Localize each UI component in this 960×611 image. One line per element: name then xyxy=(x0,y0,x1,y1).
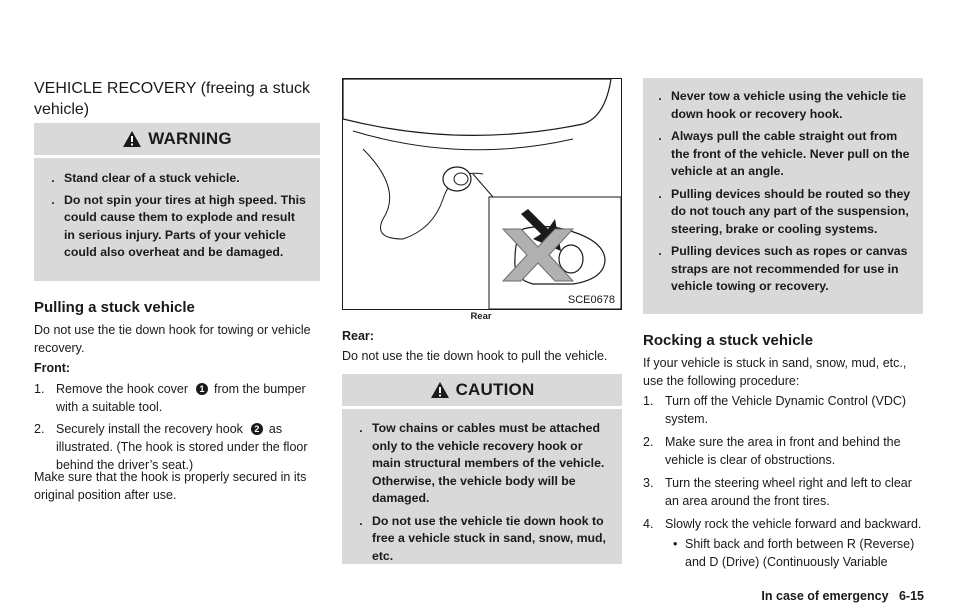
caution-item: . Tow chains or cables must be attached only to the vehicle recovery hook or main structural members of the vehicle. Otherwise, the vehicle body will be damaged. xyxy=(359,421,605,505)
caution-header xyxy=(342,374,622,406)
callout-2-icon: 2 xyxy=(251,423,263,435)
rear-text: Do not use the tie down hook to pull the vehicle. xyxy=(342,349,608,363)
front-label: Front: xyxy=(34,361,71,375)
rear-hook-figure xyxy=(342,78,622,310)
step-item: 3. Turn the steering wheel right and left to clear an area around the front tires. xyxy=(643,476,912,508)
caution-box xyxy=(342,374,622,564)
warning-label: WARNING xyxy=(148,129,232,148)
warning-item: . Stand clear of a stuck vehicle. xyxy=(51,171,240,185)
step-item: 1. Remove the hook cover 1 from the bumper with a suitable tool. xyxy=(34,382,306,414)
pulling-title: Pulling a stuck vehicle xyxy=(34,299,195,316)
closing-text: Make sure that the hook is properly secured in its original position after use. xyxy=(34,470,307,502)
step-item: 1. Turn off the Vehicle Dynamic Control (VDC) system. xyxy=(643,394,907,426)
section-title: VEHICLE RECOVERY (freeing a stuck vehicle) xyxy=(34,80,310,118)
figure-caption: Rear xyxy=(470,311,492,322)
rear-label: Rear: xyxy=(342,329,374,343)
step-item: 4. Slowly rock the vehicle forward and backward. xyxy=(643,517,922,531)
page-footer: In case of emergency 6-15 xyxy=(761,589,924,603)
callout-1-icon: 1 xyxy=(196,383,208,395)
caution-label: CAUTION xyxy=(455,380,535,399)
warning-box xyxy=(34,123,320,281)
warning-header xyxy=(34,123,320,155)
step-item: 2. Make sure the area in front and behind the vehicle is clear of obstructions. xyxy=(643,435,901,467)
warning-icon xyxy=(122,130,142,148)
figure-code: SCE0678 xyxy=(567,294,615,306)
sub-bullet: • Shift back and forth between R (Reverse) and D (Drive) (Continuously Variable xyxy=(673,537,915,569)
caution-item: . Do not use the vehicle tie down hook to free a vehicle stuck in sand, snow, mud, etc. xyxy=(359,513,606,563)
warning-icon xyxy=(430,381,450,399)
warning-item: . Do not spin your tires at high speed. This could cause them to explode and result in serious injury. Parts of your vehicle could also overheat and be damaged. xyxy=(51,192,306,259)
step-item: 2. Securely install the recovery hook 2 as illustrated. (The hook is stored under the floor behind the driver’s seat.) xyxy=(34,422,308,472)
warning-item: . Never tow a vehicle using the vehicle tie down hook or recovery hook. xyxy=(658,89,907,121)
rear-bumper-illustration xyxy=(343,79,621,309)
warning-continued-box xyxy=(643,78,923,314)
warning-item: . Pulling devices should be routed so they do not touch any part of the suspension, steering, brake or cooling systems. xyxy=(658,186,911,236)
warning-item: . Pulling devices such as ropes or canvas straps are not recommended for use in vehicle towing or recovery. xyxy=(658,244,908,293)
pulling-intro: Do not use the tie down hook for towing or vehicle recovery. xyxy=(34,323,311,355)
rocking-intro: If your vehicle is stuck in sand, snow, mud, etc., use the following procedure: xyxy=(643,356,907,388)
warning-item: . Always pull the cable straight out from the front of the vehicle. Never pull on the vehicle at an angle. xyxy=(658,129,910,178)
rocking-title: Rocking a stuck vehicle xyxy=(643,332,814,349)
